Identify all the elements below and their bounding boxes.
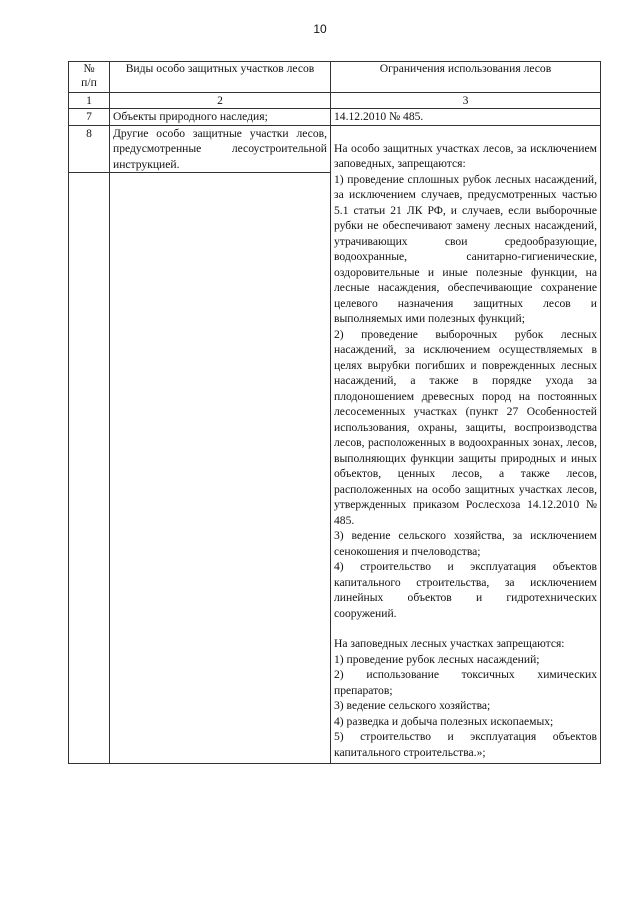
- restriction-item: 4) строительство и эксплуатация объектов капитального строительства, за исключением линейных объектов и гидротехнических сооружений.: [334, 560, 597, 620]
- page-number: 10: [313, 22, 327, 36]
- site-type: Объекты природного наследия;: [110, 109, 331, 126]
- reserve-item: 5) строительство и эксплуатация объектов капитального строительства.»;: [334, 730, 597, 759]
- restriction-item: 2) проведение выборочных рубок лесных насаждений, за исключением осуществляемых в целях вырубки погибших и поврежденных лесных насаждений, а также в порядке ухода за плодоношением древесных пород на постоянных лесосеменных участках (пункт 27 Особенностей использования, охраны, защиты, воспроизводства лесов, расположенных в водоохранных зонах, лесов, выполняющих функции защиты природных и иных объектов, ценных лесов, а также лесов, расположенных на особо защитных участках лесов, утвержденных приказом Рослесхоза 14.12.2010 № 485.: [334, 327, 597, 527]
- restriction-item: 3) ведение сельского хозяйства, за исключением сенокошения и пчеловодства;: [334, 529, 597, 558]
- restriction-intro: На особо защитных участках лесов, за исключением заповедных, запрещаются:: [334, 141, 597, 170]
- empty-cell: [110, 173, 331, 764]
- row-number: 7: [69, 109, 110, 126]
- restriction-text: 14.12.2010 № 485.: [331, 109, 601, 126]
- site-type: Другие особо защитные участки лесов, предусмотренные лесоустроительной инструкцией.: [110, 125, 331, 173]
- reserve-item: 1) проведение рубок лесных насаждений;: [334, 652, 540, 666]
- column-number: 2: [110, 93, 331, 109]
- column-numbering-row: [69, 93, 601, 109]
- header-site-type: Виды особо защитных участков лесов: [110, 62, 331, 93]
- header-number: № п/п: [69, 62, 110, 93]
- row-number: 8: [69, 125, 110, 173]
- empty-cell: [69, 173, 110, 764]
- column-number: 3: [331, 93, 601, 109]
- forest-restrictions-table: [68, 61, 601, 764]
- header-restrictions: Ограничения использования лесов: [331, 62, 601, 93]
- column-number: 1: [69, 93, 110, 109]
- restriction-item: 1) проведение сплошных рубок лесных насаждений, за исключением случаев, предусмотренных частью 5.1 статьи 21 ЛК РФ, и случаев, если выборочные рубки не обеспечивают замену лесных насаждений, утрачивающих свои средообразующие, водоохранные, санитарно-гигиенические, оздоровительные и иные полезные функции, на лесные насаждения, обеспечивающие сохранение целевого назначения защитных лесов и выполняемых ими полезных функций;: [334, 172, 597, 325]
- table-row: [69, 125, 601, 173]
- table-header-row: [69, 62, 601, 93]
- restriction-block: [331, 125, 601, 764]
- table-row: [69, 109, 601, 126]
- reserve-item: 3) ведение сельского хозяйства;: [334, 699, 491, 712]
- reserve-item: 4) разведка и добыча полезных ископаемых;: [334, 714, 554, 728]
- reserve-intro: На заповедных лесных участках запрещаются:: [334, 637, 565, 650]
- reserve-item: 2) использование токсичных химических препаратов;: [334, 668, 597, 697]
